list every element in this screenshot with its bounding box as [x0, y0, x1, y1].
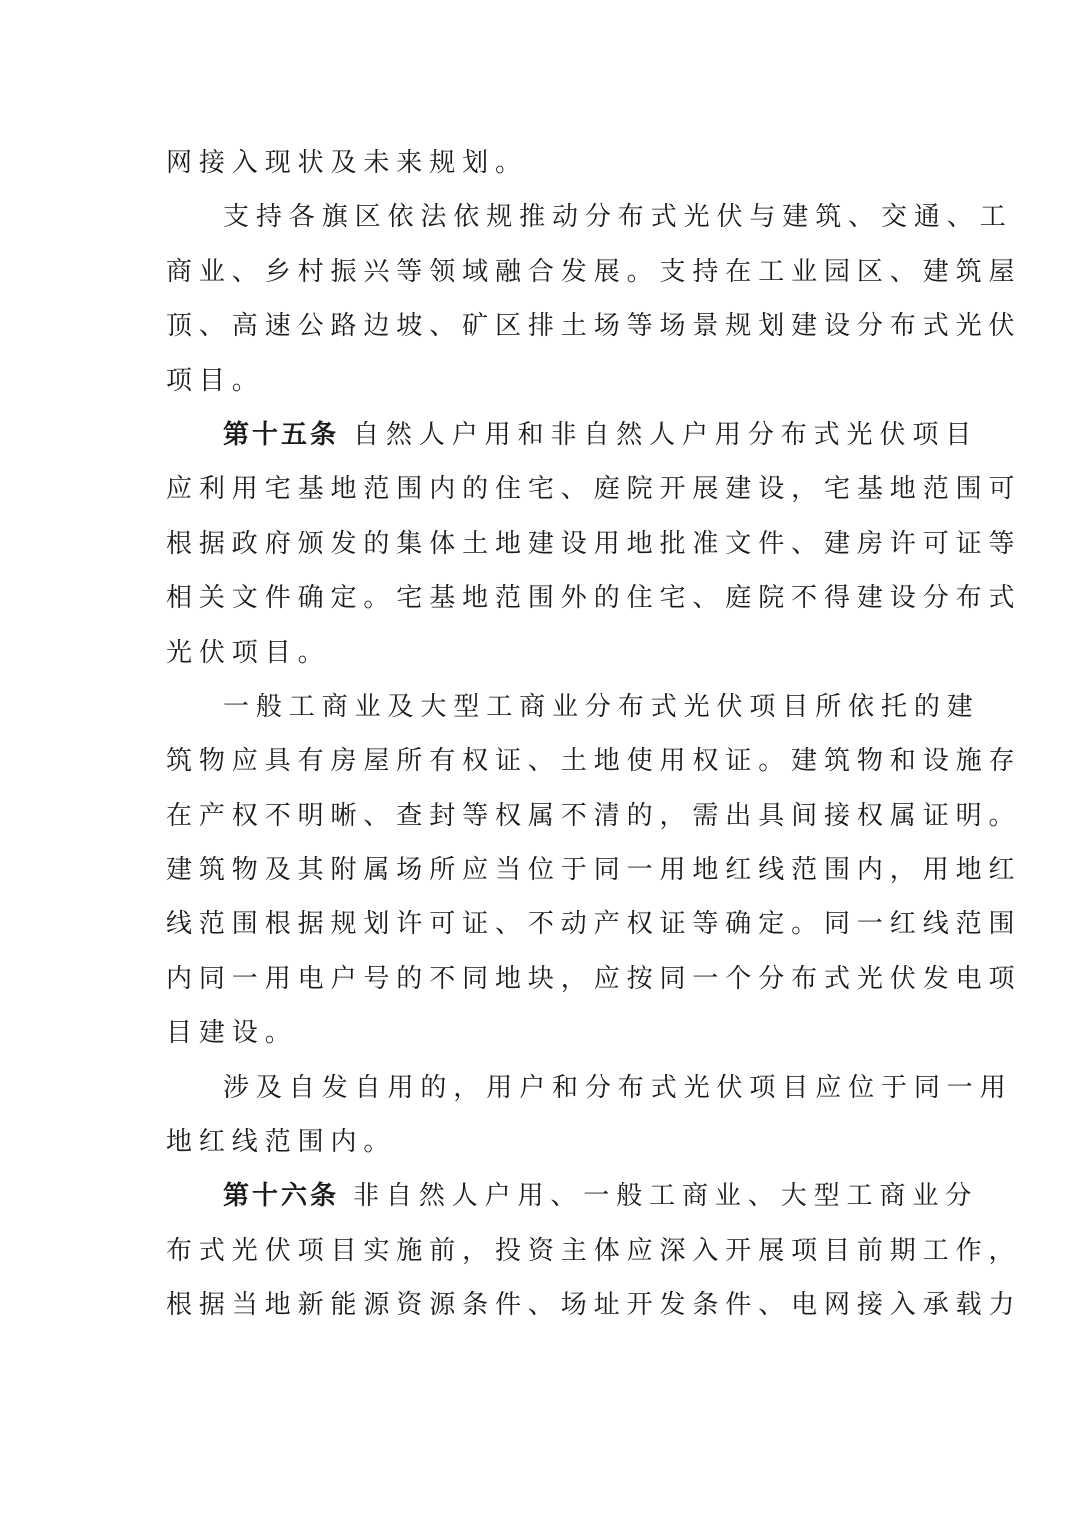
paragraph-line: 布式光伏项目实施前，投资主体应深入开展项目前期工作，: [166, 1235, 1022, 1266]
paragraph-line: 网接入现状及未来规划。: [166, 148, 528, 178]
paragraph-line: 顶、高速公路边坡、矿区排土场等场景规划建设分布式光伏: [166, 311, 1022, 342]
article-number: 第十五条: [223, 419, 340, 450]
paragraph-line: 筑物应具有房屋所有权证、土地使用权证。建筑物和设施存: [166, 746, 1022, 777]
paragraph-line: 一般工商业及大型工商业分布式光伏项目所依托的建: [223, 691, 980, 722]
paragraph-line: 项目。: [166, 365, 265, 396]
paragraph-line: 线范围根据规划许可证、不动产权证等确定。同一红线范围: [166, 909, 1022, 940]
document-page: [166, 136, 1022, 1333]
article-number: 第十六条: [223, 1181, 340, 1212]
paragraph-line: 内同一用电户号的不同地块，应按同一个分布式光伏发电项: [166, 963, 1022, 994]
article-15-heading-line: [166, 408, 979, 462]
paragraph-line: 涉及自发自用的，用户和分布式光伏项目应位于同一用: [223, 1072, 1013, 1103]
article-text: 自然人户用和非自然人户用分布式光伏项目: [353, 419, 979, 450]
paragraph-line: 应利用宅基地范围内的住宅、庭院开展建设，宅基地范围可: [166, 474, 1022, 505]
paragraph-line: 商业、乡村振兴等领域融合发展。支持在工业园区、建筑屋: [166, 256, 1022, 287]
article-16-heading-line: [166, 1169, 979, 1223]
article-text: 非自然人户用、一般工商业、大型工商业分: [353, 1181, 979, 1212]
paragraph-line: 支持各旗区依法依规推动分布式光伏与建筑、交通、工: [223, 202, 1013, 233]
paragraph-line: 光伏项目。: [166, 637, 331, 668]
paragraph-line: 根据政府颁发的集体土地建设用地批准文件、建房许可证等: [166, 528, 1022, 559]
paragraph-line: 目建设。: [166, 1018, 298, 1049]
paragraph-line: 相关文件确定。宅基地范围外的住宅、庭院不得建设分布式: [166, 583, 1022, 614]
paragraph-line: 地红线范围内。: [166, 1127, 397, 1158]
paragraph-line: 建筑物及其附属场所应当位于同一用地红线范围内，用地红: [166, 855, 1022, 886]
paragraph-line: 在产权不明晰、查封等权属不清的，需出具间接权属证明。: [166, 800, 1022, 831]
paragraph-line: 根据当地新能源资源条件、场址开发条件、电网接入承载力: [166, 1290, 1022, 1321]
